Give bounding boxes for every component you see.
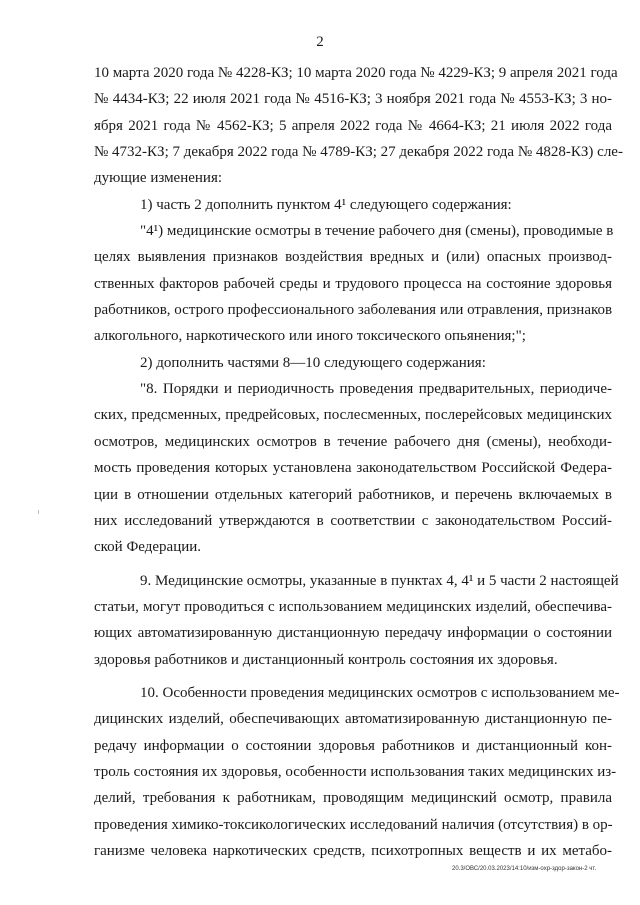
text-line: мость проведения которых установлена законодательством Российской Федера- (94, 460, 612, 477)
text-line: ганизме человека наркотических средств, психотропных веществ и их метабо- (94, 842, 612, 859)
text-line: редачу информации о состоянии здоровья работников и дистанционный кон- (94, 737, 612, 754)
text-line: ции в отношении отдельных категорий работников, и перечень включаемых в (94, 486, 612, 503)
text-line: работников, острого профессионального заболевания или отравления, признаков (94, 302, 613, 319)
text-line: "4¹) медицинские осмотры в течение рабочего дня (смены), проводимые в (140, 223, 614, 240)
text-line: ющих автоматизированную дистанционную передачу информации о состоянии (94, 625, 612, 642)
text-line: "8. Порядки и периодичность проведения предварительных, периодиче- (140, 381, 612, 398)
text-line: 10 марта 2020 года № 4228-КЗ; 10 марта 2020 года № 4229-КЗ; 9 апреля 2021 года (94, 65, 618, 81)
text-line: 10. Особенности проведения медицинских осмотров с использованием ме- (140, 684, 620, 701)
text-line: осмотров, медицинских осмотров в течение рабочего дня (смены), необходи- (94, 433, 612, 450)
text-line: статьи, могут проводиться с использованием медицинских изделий, обеспечива- (94, 598, 612, 615)
text-line: алкогольного, наркотического или иного токсического опьянения;"; (94, 328, 526, 345)
text-line: дицинских изделий, обеспечивающих автоматизированную дистанционную пе- (94, 711, 612, 728)
text-line: ября 2021 года № 4562-КЗ; 5 апреля 2022 года № 4664-КЗ; 21 июля 2022 года (94, 117, 612, 134)
text-line: делий, требования к работникам, проводящим медицинский осмотр, правила (94, 790, 612, 807)
text-line: № 4732-КЗ; 7 декабря 2022 года № 4789-КЗ; 27 декабря 2022 года № 4828-КЗ) сле- (94, 144, 623, 161)
text-line: ственных факторов рабочей среды и трудового процесса на состояние здоровья (94, 275, 612, 292)
text-line: 9. Медицинские осмотры, указанные в пунктах 4, 4¹ и 5 части 2 настоящей (140, 572, 619, 589)
document-body (94, 60, 623, 864)
text-line: 1) часть 2 дополнить пунктом 4¹ следующего содержания: (140, 196, 512, 213)
text-line: целях выявления признаков воздействия вредных и (или) опасных производ- (94, 249, 612, 266)
text-line: проведения химико-токсикологических исследований наличия (отсутствия) в ор- (94, 816, 613, 833)
text-line: 2) дополнить частями 8—10 следующего содержания: (140, 354, 486, 371)
text-line: них исследований утверждаются в соответствии с законодательством Россий- (94, 512, 612, 529)
footer-document-code: 20.3/ОВС/20.03.2023/14:10/изм-охр-здор-закон-2 чт. (452, 866, 597, 872)
text-line: дующие изменения: (94, 170, 223, 187)
text-line: № 4434-КЗ; 22 июля 2021 года № 4516-КЗ; 3 ноября 2021 года № 4553-КЗ; 3 но- (94, 91, 612, 108)
page-number: 2 (316, 34, 324, 50)
text-line: ской Федерации. (94, 539, 202, 556)
text-line: здоровья работников и дистанционный контроль состояния их здоровья. (94, 651, 558, 668)
text-line: ских, предсменных, предрейсовых, послесменных, послерейсовых медицинских (94, 407, 612, 424)
text-line: троль состояния их здоровья, особенности использования таких медицинских из- (94, 763, 617, 780)
margin-mark (38, 510, 39, 514)
